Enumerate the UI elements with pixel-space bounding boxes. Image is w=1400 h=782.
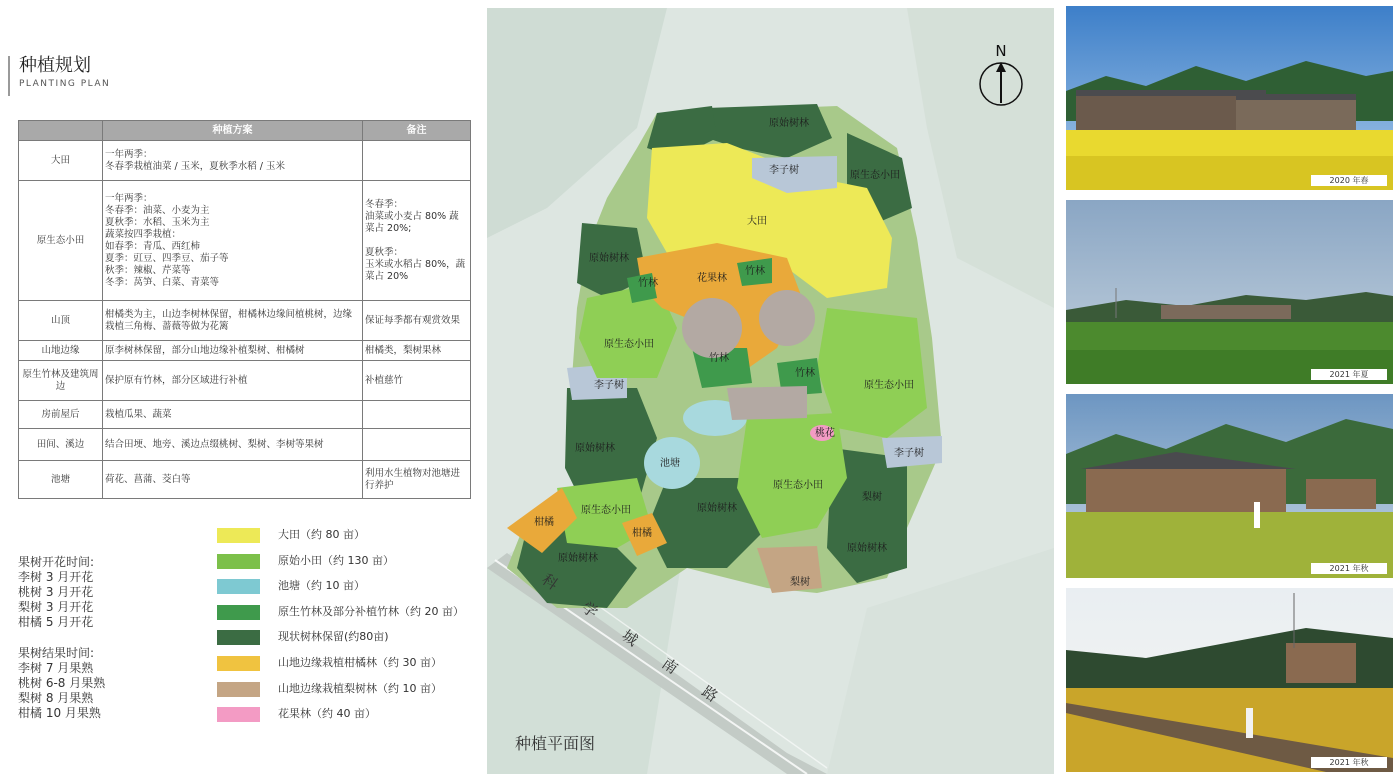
map-label-forest-top: 原始树林: [769, 118, 809, 129]
table-cell-plan: 结合田埂、地旁、溪边点缀桃树、梨树、李树等果树: [103, 429, 363, 461]
table-cell-note: [363, 401, 471, 429]
planting-plan-map[interactable]: [487, 8, 1054, 774]
building-cluster: [682, 298, 742, 358]
table-cell-plan: 保护原有竹林，部分区域进行补植: [103, 361, 363, 401]
table-header-plan: 种植方案: [103, 121, 363, 141]
legend-swatch: [217, 605, 260, 620]
legend-swatch: [217, 656, 260, 671]
table-cell-plan: 柑橘类为主，山边李树林保留，柑橘林边缘间植桃树，边缘栽植三角梅、蔷薇等做为花篱: [103, 301, 363, 341]
table-row: [19, 341, 471, 361]
legend-label: 大田（约 80 亩）: [278, 528, 365, 541]
map-label-forest-sw: 原始树林: [575, 443, 615, 454]
map-label-bamboo-nw: 竹林: [638, 278, 658, 289]
table-cell-area: 原生竹林及建筑周边: [19, 361, 103, 401]
map-label-eco-field-ne: 原生态小田: [850, 170, 900, 181]
map-label-flower-fruit: 花果林: [697, 273, 727, 284]
north-label: N: [995, 42, 1007, 60]
table-row: [19, 461, 471, 499]
table-row: [19, 361, 471, 401]
table-cell-note: 冬春季： 油菜或小麦占 80% 蔬菜占 20%; 夏秋季： 玉米或水稻占 80%，蔬菜占 20%: [363, 181, 471, 301]
map-label-forest-ssw: 原始树林: [558, 553, 598, 564]
photo-caption: 2020 年春: [1311, 175, 1387, 186]
map-label-pond: 池塘: [660, 458, 680, 469]
table-cell-note: [363, 429, 471, 461]
map-label-forest-w: 原始树林: [589, 253, 629, 264]
map-label-citrus-s: 柑橘: [632, 528, 652, 539]
photo-image: [1066, 200, 1393, 384]
planting-table: [18, 120, 471, 499]
table-cell-plan: 一年两季： 冬春季：油菜、小麦为主 夏秋季：水稻、玉米为主 蔬菜按四季栽植： 如春季：青瓜、西红柿 夏季：豇豆、四季豆、茄子等 秋季：辣椒、芹菜等 冬季：莴笋、白菜、青菜等: [103, 181, 363, 301]
map-caption: 种植平面图: [515, 734, 596, 753]
road-label-char: 路: [698, 682, 722, 706]
legend-swatch: [217, 682, 260, 697]
legend-item: [217, 576, 479, 602]
map-label-eco-field-sw: 原生态小田: [581, 505, 631, 516]
table-cell-plan: 荷花、菖蒲、茭白等: [103, 461, 363, 499]
photo-caption: 2021 年夏: [1311, 369, 1387, 380]
photo-caption: 2021 年秋: [1311, 757, 1387, 768]
table-row: [19, 181, 471, 301]
table-cell-area: 池塘: [19, 461, 103, 499]
road-label-char: 科: [538, 570, 562, 594]
legend-item: [217, 525, 479, 551]
map-label-pear-s: 梨树: [790, 577, 810, 588]
page-subtitle: PLANTING PLAN: [19, 79, 111, 89]
photo-caption: 2021 年秋: [1311, 563, 1387, 574]
legend-item: [217, 602, 479, 628]
map-label-pear-e: 梨树: [862, 492, 882, 503]
bloom-time-text: 果树开花时间: 李树 3 月开花 桃树 3 月开花 梨树 3 月开花 柑橘 5 月开花: [18, 555, 95, 629]
legend-item: [217, 704, 479, 730]
legend-item: [217, 627, 479, 653]
table-header-row: [19, 121, 471, 141]
photo-autumn-2021-b[interactable]: [1066, 588, 1393, 772]
map-label-citrus-sw: 柑橘: [534, 517, 554, 528]
table-row: [19, 141, 471, 181]
page-title: 种植规划: [19, 55, 91, 76]
map-label-plum-top: 李子树: [769, 165, 799, 176]
legend-swatch: [217, 579, 260, 594]
table-cell-note: [363, 141, 471, 181]
road-label-char: 城: [618, 626, 642, 650]
map-label-eco-field-e: 原生态小田: [864, 380, 914, 391]
map-label-bamboo-center: 竹林: [709, 353, 729, 364]
table-cell-area: 山顶: [19, 301, 103, 341]
map-label-eco-field-w: 原生态小田: [604, 339, 654, 350]
map-label-forest-se: 原始树林: [847, 543, 887, 554]
legend-label: 山地边缘栽植柑橘林（约 30 亩）: [278, 655, 442, 669]
map-label-eco-field-s: 原生态小田: [773, 480, 823, 491]
legend-label: 花果林（约 40 亩）: [278, 707, 376, 721]
map-label-forest-s: 原始树林: [697, 503, 737, 514]
road-label-char: 学: [578, 598, 602, 622]
table-row: [19, 429, 471, 461]
title-block: [8, 56, 208, 96]
map-label-plum-w: 李子树: [594, 380, 624, 391]
table-cell-area: 原生态小田: [19, 181, 103, 301]
map-legend: [217, 525, 479, 730]
table-cell-area: 大田: [19, 141, 103, 181]
legend-label: 山地边缘栽植梨树林（约 10 亩）: [278, 681, 442, 695]
legend-label: 池塘（约 10 亩）: [278, 579, 365, 593]
table-cell-plan: 原李树林保留，部分山地边缘补植梨树、柑橘树: [103, 341, 363, 361]
legend-swatch: [217, 528, 260, 543]
photo-spring-2020[interactable]: [1066, 6, 1393, 190]
table-header-area: [19, 121, 103, 141]
legend-swatch: [217, 554, 260, 569]
photo-summer-2021[interactable]: [1066, 200, 1393, 384]
map-label-bamboo-e: 竹林: [795, 368, 815, 379]
legend-swatch: [217, 630, 260, 645]
legend-swatch: [217, 707, 260, 722]
photo-image: [1066, 6, 1393, 190]
fruiting-time-text: 果树结果时间: 李树 7 月果熟 桃树 6-8 月果熟 梨树 8 月果熟 柑橘 10 月果熟: [18, 646, 106, 720]
map-label-peach: 桃花: [815, 428, 835, 439]
map-canvas: [487, 8, 1054, 774]
table-cell-plan: 一年两季： 冬春季栽植油菜 / 玉米，夏秋季水稻 / 玉米: [103, 141, 363, 181]
table-cell-plan: 栽植瓜果、蔬菜: [103, 401, 363, 429]
legend-label: 现状树林保留(约80亩): [278, 630, 389, 644]
table-cell-note: 保证每季都有观赏效果: [363, 301, 471, 341]
table-header-note: 备注: [363, 121, 471, 141]
legend-label: 原始小田（约 130 亩）: [278, 553, 394, 567]
photo-autumn-2021-a[interactable]: [1066, 394, 1393, 578]
map-label-big-field: 大田: [747, 216, 767, 227]
road-label-char: 南: [658, 654, 682, 678]
photo-image: [1066, 588, 1393, 772]
table-cell-area: 田间、溪边: [19, 429, 103, 461]
table-cell-area: 山地边缘: [19, 341, 103, 361]
photo-image: [1066, 394, 1393, 578]
legend-item: [217, 679, 479, 705]
building-cluster: [759, 290, 815, 346]
table-row: [19, 401, 471, 429]
map-label-bamboo-top: 竹林: [745, 266, 765, 277]
building-cluster: [727, 386, 807, 420]
table-cell-note: 利用水生植物对池塘进行养护: [363, 461, 471, 499]
table-cell-area: 房前屋后: [19, 401, 103, 429]
map-label-plum-e: 李子树: [894, 448, 924, 459]
table-row: [19, 301, 471, 341]
table-cell-note: 柑橘类，梨树果林: [363, 341, 471, 361]
legend-label: 原生竹林及部分补植竹林（约 20 亩）: [278, 604, 464, 618]
legend-item: [217, 653, 479, 679]
table-cell-note: 补植慈竹: [363, 361, 471, 401]
legend-item: [217, 551, 479, 577]
